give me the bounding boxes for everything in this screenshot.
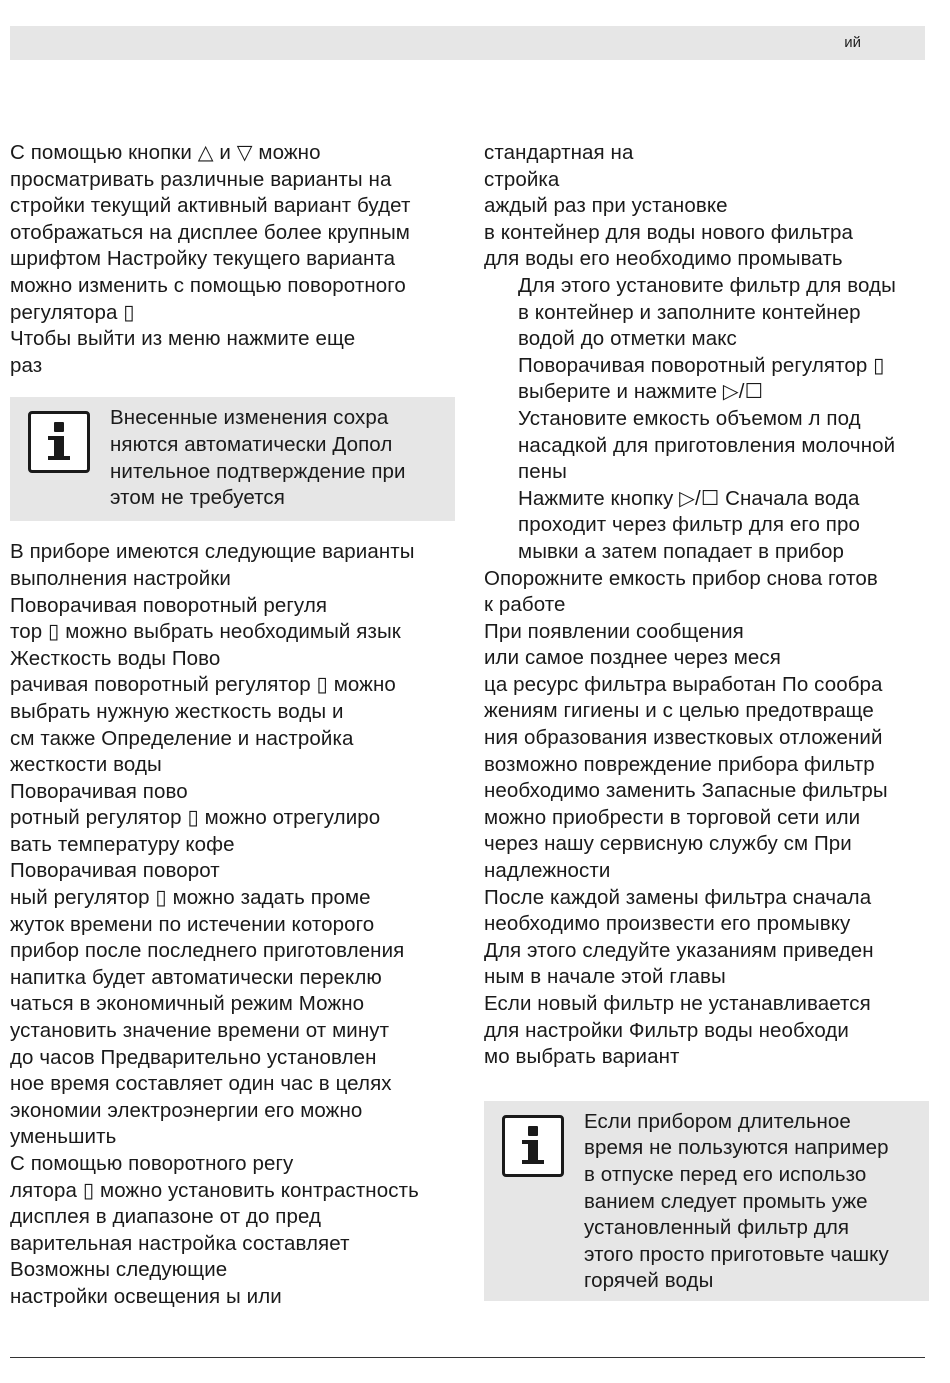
text-line: Опорожните емкость прибор снова готов (484, 566, 878, 590)
text-line: надлежности (484, 859, 611, 883)
left-para-2 (10, 539, 455, 1310)
text-line: Если новый фильтр не устанавливается (484, 992, 871, 1015)
info-icon (502, 1115, 564, 1177)
note-line: установленный фильтр для (584, 1216, 850, 1240)
text-line: мо выбрать вариант (484, 1045, 680, 1069)
text-line: уменьшить (10, 1125, 117, 1149)
text-line: С помощью поворотного регу (10, 1152, 294, 1175)
step-line: водой до отметки макс (518, 327, 737, 351)
note-line: время не пользуются например (584, 1136, 889, 1160)
text-line: для воды его необходимо промывать (484, 247, 843, 271)
step-line: Поворачивая поворотный регулятор ▯ (518, 353, 885, 377)
step-line: Установите емкость объемом л под (518, 406, 861, 430)
text-line: можно изменить с помощью поворотного (10, 273, 406, 297)
text-line: ца ресурс фильтра выработан По сообра (484, 672, 883, 696)
text-line: С помощью кнопки △ и ▽ можно (10, 141, 321, 164)
text-line: возможно повреждение прибора фильтр (484, 752, 875, 776)
text-line: ным в начале этой главы (484, 965, 726, 989)
text-line: После каждой замены фильтра сначала (484, 885, 872, 909)
text-line: через нашу сервисную службу см При (484, 832, 852, 856)
text-line: стройки текущий активный вариант будет (10, 194, 411, 218)
left-column (10, 140, 455, 1311)
right-para-2 (484, 566, 929, 1071)
note-line: Если прибором длительное (584, 1109, 851, 1133)
text-line: жесткости воды (10, 753, 162, 777)
header-label: ий (844, 34, 861, 51)
text-line: прибор после последнего приготовления (10, 939, 405, 963)
note-line: Внесенные изменения сохра (110, 406, 389, 430)
note-line: горячей воды (584, 1269, 714, 1293)
text-line: тор ▯ можно выбрать необходимый язык (10, 620, 401, 644)
text-line: стандартная на (484, 141, 634, 164)
note-line: нительное подтверждение при (110, 459, 406, 483)
text-line: ния образования известковых отложений (484, 726, 883, 750)
text-line: регулятора ▯ (10, 300, 135, 324)
text-line: Поворачивая поворотный регуля (10, 593, 328, 617)
text-line: рачивая поворотный регулятор ▯ можно (10, 673, 396, 697)
text-line: выбрать нужную жесткость воды и (10, 699, 344, 723)
step-line: мывки а затем попадает в прибор (518, 539, 844, 563)
text-line: ротный регулятор ▯ можно отрегулиро (10, 806, 381, 830)
text-line: варительная настройка составляет (10, 1231, 350, 1255)
text-line: лятора ▯ можно установить контрастность (10, 1178, 419, 1202)
text-line: дисплея в диапазоне от до пред (10, 1205, 322, 1229)
left-para-1 (10, 140, 455, 379)
text-line: Поворачивая поворот (10, 859, 220, 883)
text-line: или самое позднее через меся (484, 646, 781, 670)
text-line: можно приобрести в торговой сети или (484, 805, 861, 829)
step-line: Для этого установите фильтр для воды (518, 273, 896, 297)
text-line: настройки освещения ы или (10, 1284, 282, 1308)
text-line: При появлении сообщения (484, 619, 744, 643)
text-line: выполнения настройки (10, 566, 231, 590)
text-line: для настройки Фильтр воды необходи (484, 1018, 849, 1042)
text-line: чаться в экономичный режим Можно (10, 992, 365, 1016)
text-line: к работе (484, 593, 566, 617)
text-line: просматривать различные варианты на (10, 167, 392, 191)
note-line: ванием следует промыть уже (584, 1189, 868, 1213)
info-icon (28, 411, 90, 473)
text-line: см также Определение и настройка (10, 726, 354, 750)
text-line: ное время составляет один час в целях (10, 1072, 392, 1096)
right-para-1 (484, 140, 929, 273)
info-note-right (484, 1101, 929, 1301)
text-line: Поворачивая пово (10, 779, 188, 803)
note-line: этом не требуется (110, 486, 285, 510)
text-line: раз (10, 353, 43, 377)
text-line: В приборе имеются следующие варианты (10, 540, 415, 564)
text-line: Для этого следуйте указаниям приведен (484, 938, 874, 962)
step-line: Нажмите кнопку ▷/☐ Сначала вода (518, 486, 860, 510)
text-line: до часов Предварительно установлен (10, 1045, 377, 1069)
text-line: аждый раз при установке (484, 194, 728, 218)
page-header-bar (10, 26, 925, 60)
text-line: Чтобы выйти из меню нажмите еще (10, 327, 356, 351)
step-line: пены (518, 460, 567, 484)
note-line: этого просто приготовьте чашку (584, 1242, 889, 1266)
text-line: установить значение времени от минут (10, 1019, 390, 1043)
right-column (484, 140, 929, 1319)
text-line: в контейнер для воды нового фильтра (484, 220, 854, 244)
text-line: вать температуру кофе (10, 832, 235, 856)
text-line: жениям гигиены и с целью предотвраще (484, 699, 874, 723)
info-note-left (10, 397, 455, 521)
text-line: отображаться на дисплее более крупным (10, 220, 410, 244)
step-line: в контейнер и заполните контейнер (518, 300, 861, 324)
right-steps (484, 273, 929, 566)
text-line: необходимо произвести его промывку (484, 912, 851, 936)
text-line: ный регулятор ▯ можно задать проме (10, 886, 371, 910)
text-line: жуток времени по истечении которого (10, 912, 375, 936)
text-line: Возможны следующие (10, 1258, 228, 1282)
step-line: насадкой для приготовления молочной (518, 433, 896, 457)
text-line: шрифтом Настройку текущего варианта (10, 247, 396, 271)
note-line: в отпуске перед его использо (584, 1162, 867, 1186)
step-line: выберите и нажмите ▷/☐ (518, 380, 764, 404)
text-line: необходимо заменить Запасные фильтры (484, 779, 888, 803)
footer-divider (10, 1357, 925, 1358)
step-line: проходит через фильтр для его про (518, 513, 860, 537)
text-line: стройка (484, 167, 560, 191)
note-line: няются автоматически Допол (110, 432, 393, 456)
text-line: напитка будет автоматически переклю (10, 965, 382, 989)
text-line: Жесткость воды Пово (10, 646, 221, 670)
text-line: экономии электроэнергии его можно (10, 1098, 363, 1122)
